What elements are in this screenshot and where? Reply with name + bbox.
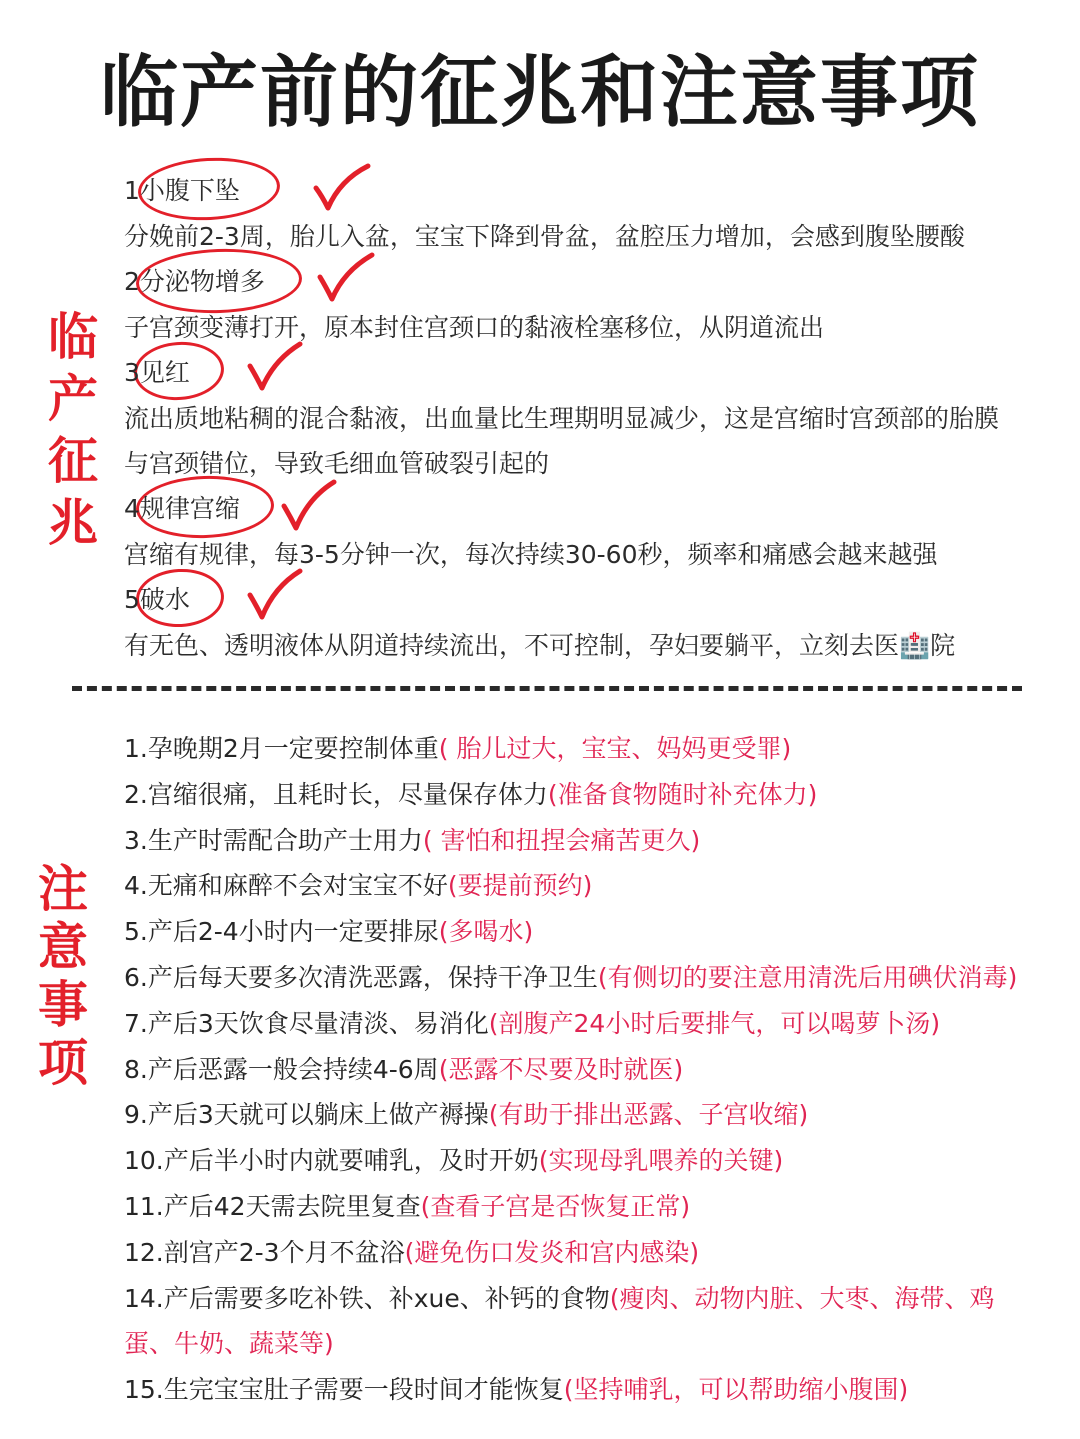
page-title: 临产前的征兆和注意事项 (99, 48, 980, 138)
label-char: 兆 (48, 494, 98, 552)
sign-title: 小腹下坠 (139, 176, 240, 205)
note-tip: (坚持哺乳，可以帮助缩小腹围) (563, 1375, 909, 1405)
note-tip: ( 胎儿过大，宝宝、妈妈更受罪) (438, 734, 792, 763)
note-text: 11.产后42天需去院里复查 (124, 1191, 421, 1221)
note-text: 2.宫缩很痛，且耗时长，尽量保存体力 (124, 779, 548, 809)
note-item (124, 955, 1068, 1001)
label-char: 项 (38, 1034, 88, 1092)
sign-item (124, 577, 1064, 668)
sign-title: 分泌物增多 (139, 267, 265, 296)
sign-heading (124, 168, 1064, 214)
note-tip: (多喝水) (438, 917, 534, 947)
sign-description: 有无色、透明液体从阴道持续流出，不可控制，孕妇要躺平，立刻去医🏥院 (124, 631, 956, 660)
sign-description: 宫缩有规律，每3-5分钟一次，每次持续30-60秒，频率和痛感会越来越强 (124, 540, 938, 569)
note-item (124, 1230, 1068, 1276)
sign-number: 3 (124, 358, 140, 387)
note-tip: (有助于排出恶露、子宫收缩) (488, 1100, 809, 1130)
note-tip: 蛋、牛奶、蔬菜等) (124, 1329, 334, 1359)
note-tip: (准备食物随时补充体力) (547, 779, 818, 809)
sign-description: 子宫颈变薄打开，原本封住宫颈口的黏液栓塞移位，从阴道流出 (124, 313, 825, 342)
sign-title: 规律宫缩 (139, 494, 240, 523)
note-text: 4.无痛和麻醉不会对宝宝不好 (124, 871, 448, 901)
note-item (124, 1184, 1068, 1230)
check-mark-icon (310, 162, 372, 214)
note-tip: (有侧切的要注意用清洗后用碘伏消毒) (597, 962, 1018, 992)
sign-number: 4 (124, 494, 140, 523)
sign-description: 与宫颈错位，导致毛细血管破裂引起的 (124, 449, 550, 478)
sign-description: 流出质地粘稠的混合黏液，出血量比生理期明显减少，这是宫缩时宫颈部的胎膜 (124, 404, 1000, 433)
note-tip: ( 害怕和扭捏会痛苦更久) (422, 825, 701, 855)
sign-number: 5 (124, 585, 140, 614)
signs-section-label (48, 306, 98, 554)
notes-section-label (38, 860, 88, 1092)
label-char: 注 (38, 860, 88, 918)
note-tip: (实现母乳喂养的关键) (538, 1146, 784, 1176)
sign-item (124, 350, 1064, 486)
note-item (124, 863, 1068, 909)
note-text: 9.产后3天就可以躺床上做产褥操 (124, 1100, 489, 1130)
notes-list (124, 726, 1068, 1413)
note-text: 7.产后3天饮食尽量清淡、易消化 (124, 1008, 489, 1038)
check-mark-icon (314, 251, 376, 305)
note-text: 3.生产时需配合助产士用力 (124, 825, 423, 855)
note-item (124, 726, 1068, 772)
check-mark-icon (278, 478, 338, 534)
note-item (124, 1092, 1068, 1138)
note-tip: (要提前预约) (447, 871, 593, 901)
note-item (124, 818, 1068, 864)
note-text: 10.产后半小时内就要哺乳，及时开奶 (124, 1146, 539, 1176)
signs-list (124, 168, 1064, 668)
note-tip: (查看子宫是否恢复正常) (420, 1191, 691, 1221)
note-tip: (瘦肉、动物内脏、大枣、海带、鸡 (609, 1283, 995, 1313)
note-item (124, 909, 1068, 955)
note-item-continued (124, 1321, 1068, 1367)
note-item (124, 1367, 1068, 1413)
note-tip: (恶露不尽要及时就医) (438, 1054, 684, 1084)
sign-item (124, 259, 1064, 350)
label-char: 临 (48, 308, 98, 366)
label-char: 事 (38, 976, 88, 1034)
check-mark-icon (244, 567, 304, 623)
sign-title: 见红 (139, 358, 190, 387)
sign-title: 破水 (139, 585, 190, 614)
sign-description: 分娩前2-3周，胎儿入盆，宝宝下降到骨盆，盆腔压力增加，会感到腹坠腰酸 (124, 222, 965, 251)
note-item (124, 772, 1068, 818)
note-text: 12.剖宫产2-3个月不盆浴 (124, 1237, 405, 1267)
note-text: 15.生完宝宝肚子需要一段时间才能恢复 (124, 1375, 564, 1405)
note-tip: (剖腹产24小时后要排气，可以喝萝卜汤) (488, 1008, 941, 1038)
note-item (124, 1001, 1068, 1047)
note-tip: (避免伤口发炎和宫内感染) (404, 1237, 700, 1267)
note-text: 1.孕晚期2月一定要控制体重 (124, 734, 439, 763)
sign-number: 2 (124, 267, 140, 296)
note-text: 8.产后恶露一般会持续4-6周 (124, 1054, 439, 1084)
note-text: 6.产后每天要多次清洗恶露，保持干净卫生 (124, 962, 598, 992)
label-char: 意 (38, 918, 88, 976)
sign-item (124, 168, 1064, 259)
sign-number: 1 (124, 176, 140, 205)
sign-heading (124, 259, 1064, 305)
label-char: 征 (48, 432, 98, 490)
sign-heading (124, 350, 1064, 396)
note-text: 5.产后2-4小时内一定要排尿 (124, 917, 439, 947)
dashed-divider (72, 686, 1022, 691)
label-char: 产 (48, 370, 98, 428)
check-mark-icon (244, 340, 304, 394)
note-item (124, 1047, 1068, 1093)
sign-item (124, 486, 1064, 577)
sign-heading (124, 577, 1064, 623)
sign-heading (124, 486, 1064, 532)
note-item (124, 1276, 1068, 1322)
note-text: 14.产后需要多吃补铁、补xue、补钙的食物 (124, 1283, 610, 1313)
note-item (124, 1138, 1068, 1184)
